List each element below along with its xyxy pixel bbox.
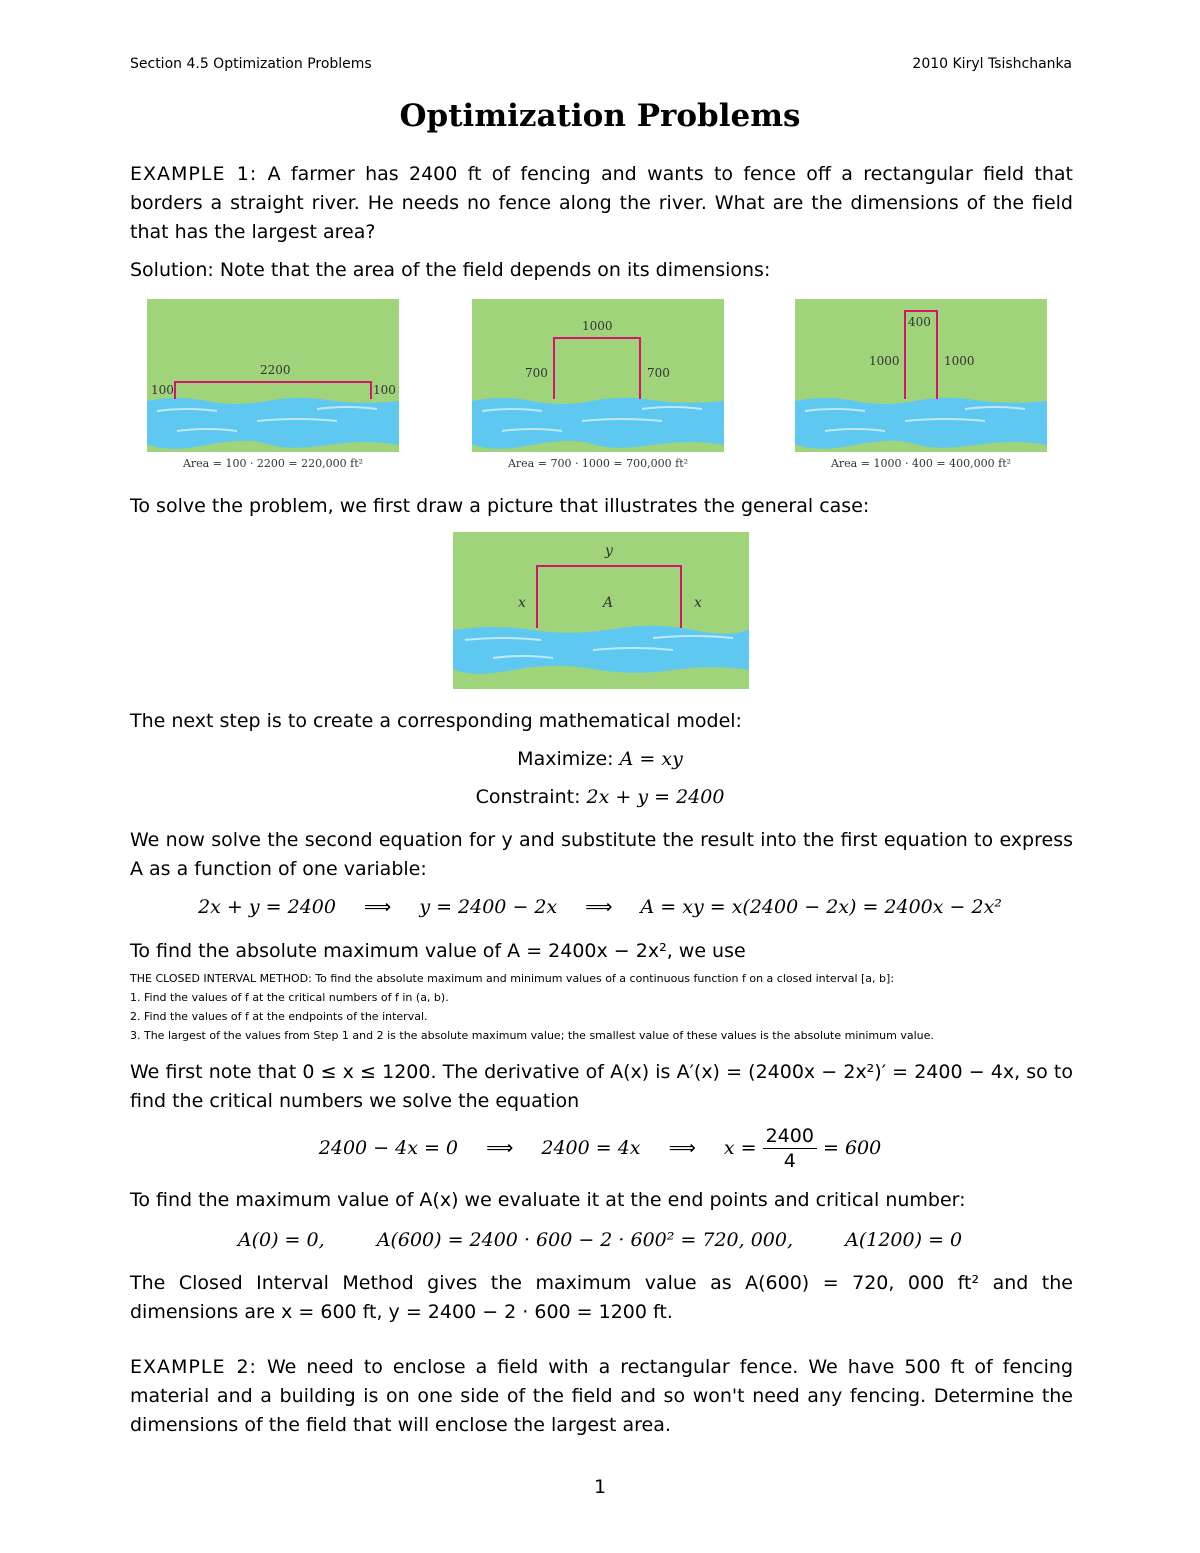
- conclusion-paragraph: The Closed Interval Method gives the maximum value as A(600) = 720, 000 ft² and the dimensions are x = 600 ft, y = 2400 − 2 · 600 = 1200 ft.: [130, 1272, 1073, 1323]
- example1-text: A farmer has 2400 ft of fencing and wants to fence off a rectangular field that borders a straight river. He needs no fence along the river. What are the dimensions of the field that has the largest area?: [130, 163, 1073, 243]
- fig1-side-left-label: 100: [151, 383, 174, 397]
- maximize-label: Maximize:: [517, 748, 614, 770]
- fig2-top-label: 1000: [582, 319, 613, 333]
- implies-arrow-1: ⟹: [364, 896, 392, 918]
- example1-paragraph: [130, 160, 1073, 247]
- example2-paragraph: [130, 1353, 1073, 1440]
- cim-step-3: 3. The largest of the values from Step 1 and 2 is the absolute maximum value; the smallest value of these values is the absolute minimum value.: [130, 1029, 934, 1042]
- fig2-side-left-label: 700: [525, 366, 548, 380]
- substitution-chain: [0, 896, 1200, 918]
- fig3-top-label: 400: [908, 315, 931, 329]
- critical-eq-3-left: x =: [723, 1137, 757, 1159]
- eval-a600: A(600) = 2400 · 600 − 2 · 600² = 720, 000,: [376, 1229, 794, 1251]
- page-title: Optimization Problems: [399, 98, 801, 134]
- running-header-left: Section 4.5 Optimization Problems: [130, 56, 372, 72]
- implies-arrow-3: ⟹: [486, 1137, 514, 1159]
- solution-intro: Solution: Note that the area of the field depends on its dimensions:: [130, 259, 771, 281]
- general-area-label: A: [603, 595, 614, 611]
- fig1-caption: Area = 100 · 2200 = 220,000 ft²: [182, 457, 364, 470]
- fig2-side-right-label: 700: [647, 366, 670, 380]
- fig1-top-label: 2200: [260, 363, 291, 377]
- implies-arrow-4: ⟹: [668, 1137, 696, 1159]
- maximize-line: [0, 748, 1200, 770]
- running-header-right: 2010 Kiryl Tsishchanka: [912, 56, 1072, 72]
- cim-heading: THE CLOSED INTERVAL METHOD: To find the absolute maximum and minimum values of a continuous function f on a closed interval [a, b]:: [130, 972, 895, 985]
- closed-interval-method-box: [130, 969, 1073, 1045]
- chain-eq-1: 2x + y = 2400: [198, 896, 336, 918]
- eval-a1200: A(1200) = 0: [845, 1229, 963, 1251]
- fraction-denominator: 4: [783, 1150, 796, 1172]
- cim-step-2: 2. Find the values of f at the endpoints of the interval.: [130, 1010, 428, 1023]
- fraction: [763, 1124, 817, 1173]
- absmax-paragraph: To find the absolute maximum value of A = 2400x − 2x², we use: [130, 940, 746, 962]
- cim-step-1: 1. Find the values of f at the critical numbers of f in (a, b).: [130, 991, 449, 1004]
- constraint-expr: 2x + y = 2400: [586, 786, 725, 808]
- page-number: 1: [593, 1476, 607, 1498]
- fig1-side-right-label: 100: [373, 383, 396, 397]
- general-intro: To solve the problem, we first draw a picture that illustrates the general case:: [130, 495, 870, 517]
- critical-eq-2: 2400 = 4x: [541, 1137, 641, 1159]
- figure-example-1: [147, 299, 399, 452]
- evaluate-paragraph: To find the maximum value of A(x) we evaluate it at the end points and critical number:: [130, 1189, 966, 1211]
- figure-general-case: [453, 532, 749, 689]
- example2-text: We need to enclose a field with a rectangular fence. We have 500 ft of fencing material and a building is on one side of the field and so won't need any fencing. Determine the dimensions of the field that will enclose the largest area.: [130, 1356, 1073, 1436]
- eval-a0: A(0) = 0,: [237, 1229, 325, 1251]
- solve-paragraph: We now solve the second equation for y and substitute the result into the first equation to express A as a function of one variable:: [130, 829, 1073, 880]
- example1-label: EXAMPLE 1:: [130, 163, 258, 185]
- constraint-line: [0, 786, 1200, 808]
- figure-example-2: [472, 299, 724, 452]
- example2-label: EXAMPLE 2:: [130, 1356, 257, 1378]
- general-side-left-label: x: [518, 595, 526, 611]
- model-intro: The next step is to create a corresponding mathematical model:: [130, 710, 742, 732]
- general-side-right-label: x: [694, 595, 702, 611]
- fraction-numerator: 2400: [763, 1124, 817, 1149]
- fig2-caption: Area = 700 · 1000 = 700,000 ft²: [507, 457, 689, 470]
- critical-eq-3-right: = 600: [823, 1137, 882, 1159]
- derivative-paragraph: We first note that 0 ≤ x ≤ 1200. The derivative of A(x) is A′(x) = (2400x − 2x²)′ = 2400 − 4x, so to find the critical numbers we solve the equation: [130, 1061, 1073, 1112]
- fig3-side-left-label: 1000: [869, 354, 900, 368]
- evaluations-line: [0, 1229, 1200, 1251]
- figure-example-3: [795, 299, 1047, 452]
- chain-eq-3: A = xy = x(2400 − 2x) = 2400x − 2x²: [640, 896, 1002, 918]
- implies-arrow-2: ⟹: [585, 896, 613, 918]
- maximize-expr: A = xy: [619, 748, 683, 770]
- critical-eq-1: 2400 − 4x = 0: [318, 1137, 459, 1159]
- constraint-label: Constraint:: [475, 786, 581, 808]
- critical-equation: [0, 1124, 1200, 1173]
- fig3-caption: Area = 1000 · 400 = 400,000 ft²: [830, 457, 1012, 470]
- chain-eq-2: y = 2400 − 2x: [419, 896, 558, 918]
- fig3-side-right-label: 1000: [944, 354, 975, 368]
- general-top-label: y: [605, 543, 613, 559]
